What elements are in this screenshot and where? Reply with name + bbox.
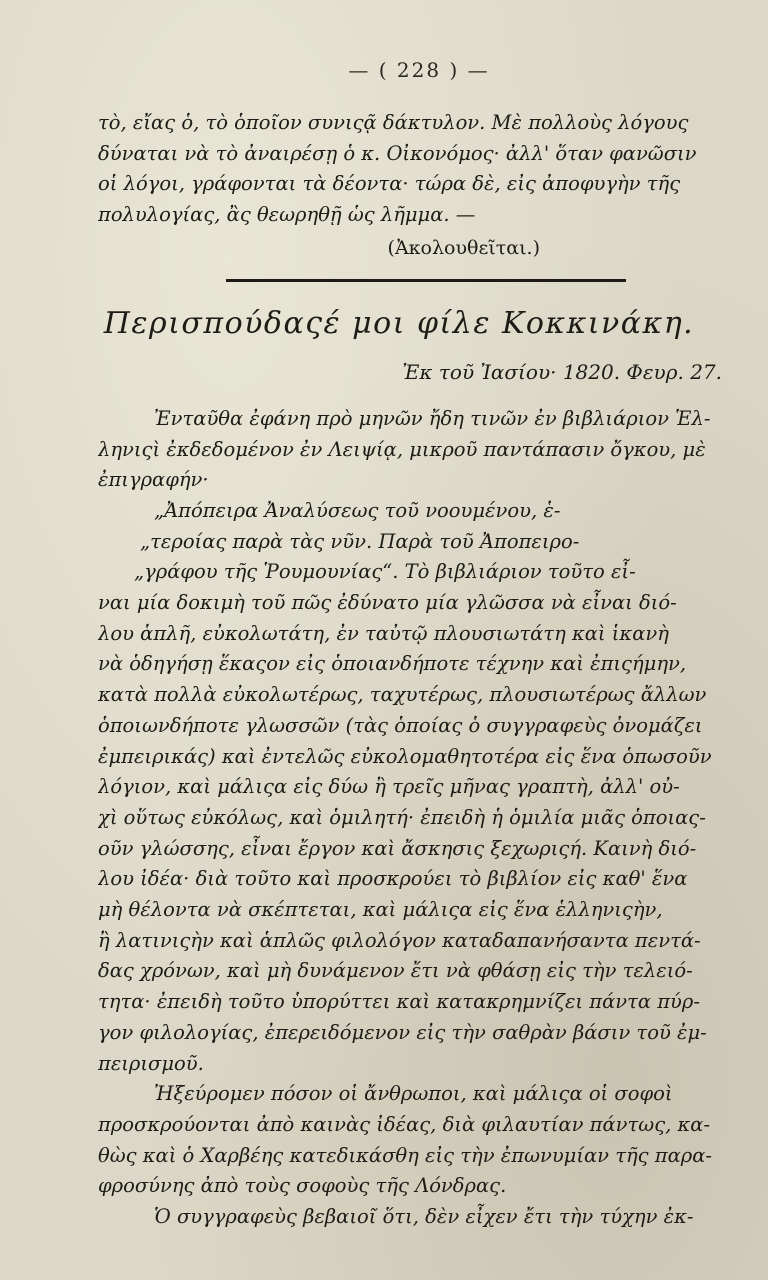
continued-note: (Ἀκολουθεῖται.): [387, 236, 540, 259]
text-line: φροσύνης ἀπὸ τοὺς σοφοὺς τῆς Λόνδρας.: [98, 1174, 507, 1198]
letter-dateline: Ἐκ τοῦ Ἰασίου· 1820. Φευρ. 27.: [402, 359, 722, 384]
previous-article-ending: [98, 108, 740, 263]
section-divider: [226, 279, 626, 282]
text-line: „Ἀπόπειρα Ἀναλύσεως τοῦ νοουμένου, ἑ-: [154, 498, 561, 522]
text-line: γον φιλολογίας, ἐπερειδόμενον εἰς τὴν σαθρὰν βάσιν τοῦ ἐμ-: [98, 1020, 707, 1044]
text-line: ληνιςὶ ἐκδεδομένον ἐν Λειψίᾳ, μικροῦ παντάπασιν ὄγκου, μὲ: [98, 437, 706, 461]
text-line: χὶ οὕτως εὐκόλως, καὶ ὁμιλητή· ἐπειδὴ ἡ ὁμιλία μιᾶς ὁποιας-: [98, 805, 706, 829]
text-line: προσκρούονται ἀπὸ καινὰς ἰδέας, διὰ φιλαυτίαν πάντως, κα-: [98, 1112, 711, 1136]
text-line: Ἐνταῦθα ἐφάνη πρὸ μηνῶν ἤδη τινῶν ἐν βιβλιάριον Ἑλ-: [154, 406, 711, 430]
text-line: τὸ, εἴας ὁ, τὸ ὁποῖον συνιςᾷ δάκτυλον. Μὲ πολλοὺς λόγους: [98, 111, 689, 134]
text-line: λόγιον, καὶ μάλιςα εἰς δύω ἢ τρεῖς μῆνας γραπτὴ, ἀλλ' οὐ-: [98, 775, 680, 799]
text-line: λου ἁπλῆ, εὐκολωτάτη, ἐν ταὐτῷ πλουσιωτάτη καὶ ἱκανὴ: [98, 621, 669, 645]
text-line: τητα· ἐπειδὴ τοῦτο ὑπορύττει καὶ κατακρημνίζει πάντα πύρ-: [98, 990, 700, 1014]
text-line: νὰ ὁδηγήσῃ ἕκαςον εἰς ὁποιανδήποτε τέχνην καὶ ἐπιςήμην,: [98, 652, 687, 676]
text-line: ἢ λατινιςὴν καὶ ἁπλῶς φιλολόγον καταδαπανήσαντα πεντά-: [98, 928, 701, 952]
text-line: οἱ λόγοι, γράφονται τὰ δέοντα· τώρα δὲ, εἰς ἀποφυγὴν τῆς: [98, 172, 681, 196]
text-line: κατὰ πολλὰ εὐκολωτέρως, ταχυτέρως, πλουσιωτέρως ἄλλων: [98, 683, 707, 707]
letter-body: [98, 404, 740, 1233]
text-line: ἐμπειρικάς) καὶ ἐντελῶς εὐκολομαθητοτέρα εἰς ἕνα ὁπωσοῦν: [98, 744, 712, 768]
text-line: „τεροίας παρὰ τὰς νῦν. Παρὰ τοῦ Ἀποπειρο-: [140, 529, 580, 553]
text-line: ἐπιγραφήν·: [98, 468, 209, 492]
text-line: οῦν γλώσσης, εἶναι ἔργον καὶ ἄσκησις ξεχωριςή. Καινὴ διό-: [98, 836, 697, 860]
letter-title: Περισπούδαςέ μοι φίλε Κοκκινάκη.: [103, 305, 695, 341]
text-line: ναι μία δοκιμὴ τοῦ πῶς ἐδύνατο μία γλῶσσα νὰ εἶναι διό-: [98, 591, 677, 615]
text-line: μὴ θέλοντα νὰ σκέπτεται, καὶ μάλιςα εἰς ἕνα ἑλληνιςὴν,: [98, 898, 663, 922]
page-number: — ( 228 ) —: [348, 58, 490, 82]
text-line: πολυλογίας, ἂς θεωρηθῇ ὡς λῆμμα. —: [98, 203, 476, 227]
text-line: „γράφου τῆς Ῥουμουνίας“. Τὸ βιβλιάριον τοῦτο εἶ-: [134, 560, 636, 584]
text-line: δύναται νὰ τὸ ἀναιρέσῃ ὁ κ. Οἰκονόμος· ἀλλ' ὅταν φανῶσιν: [98, 141, 697, 165]
text-line: λου ἰδέα· διὰ τοῦτο καὶ προσκρούει τὸ βιβλίον εἰς καθ' ἕνα: [98, 867, 688, 891]
text-line: πειρισμοῦ.: [98, 1051, 204, 1075]
text-line: θὼς καὶ ὁ Χαρβέης κατεδικάσθη εἰς τὴν ἐπωνυμίαν τῆς παρα-: [98, 1143, 713, 1167]
text-line: δας χρόνων, καὶ μὴ δυνάμενον ἔτι νὰ φθάσῃ εἰς τὴν τελειό-: [98, 959, 693, 983]
text-line: Ἠξεύρομεν πόσον οἱ ἄνθρωποι, καὶ μάλιςα οἱ σοφοὶ: [154, 1082, 673, 1106]
text-line: ὁποιωνδήποτε γλωσσῶν (τὰς ὁποίας ὁ συγγραφεὺς ὀνομάζει: [98, 713, 703, 737]
text-line: Ὁ συγγραφεὺς βεβαιοῖ ὅτι, δὲν εἶχεν ἔτι τὴν τύχην ἐκ-: [154, 1205, 694, 1229]
